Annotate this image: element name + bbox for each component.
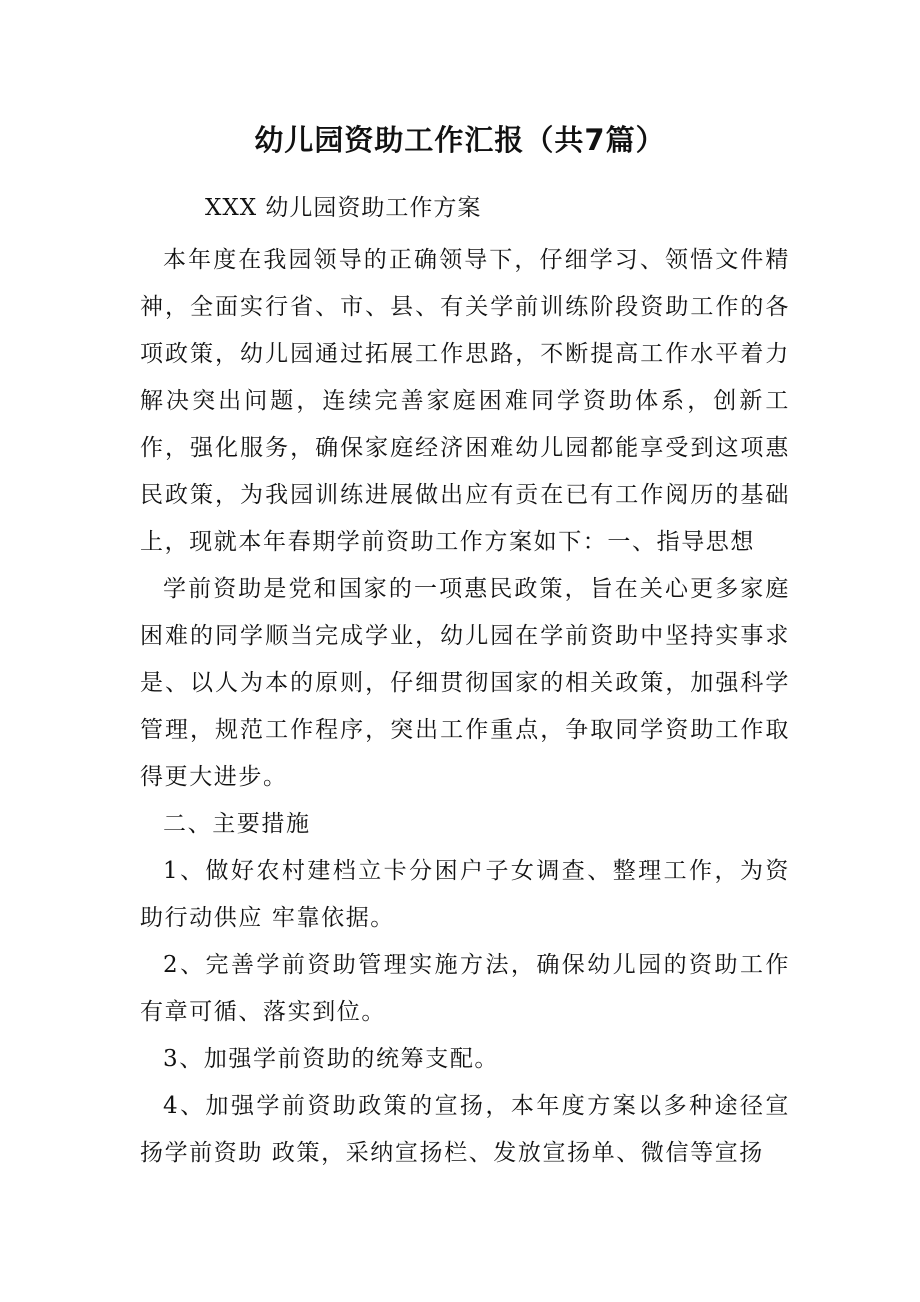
measure-item-4: 4、加强学前资助政策的宣扬，本年度方案以多种途径宣扬学前资助 政策，采纳宣扬栏、发放宣扬单、微信等宣扬: [140, 1093, 790, 1166]
document-body: [140, 237, 790, 1177]
paragraph-intro: 本年度在我园领导的正确领导下，仔细学习、领悟文件精神，全面实行省、市、县、有关学前训练阶段资助工作的各项政策，幼儿园通过拓展工作思路，不断提高工作水平着力解决突出问题，连续完善家庭困难同学资助体系，创新工作，强化服务，确保家庭经济困难幼儿园都能享受到这项惠民政策，为我园训练进展做出应有贡在已有工作阅历的基础上，现就本年春期学前资助工作方案如下：一、指导思想: [140, 247, 790, 555]
document-title: 幼儿园资助工作汇报（共7篇）: [254, 123, 666, 157]
measure-item-2: 2、完善学前资助管理实施方法，确保幼儿园的资助工作有章可循、落实到位。: [140, 952, 790, 1025]
measure-item-1: 1、做好农村建档立卡分困户子女调查、整理工作，为资助行动供应 牢靠依据。: [140, 858, 790, 931]
measure-item-3: 3、加强学前资助的统筹支配。: [163, 1046, 500, 1072]
section-heading-main-measures: 二、主要措施: [163, 811, 311, 837]
document-subtitle: XXX 幼儿园资助工作方案: [205, 195, 482, 221]
paragraph-guiding-thought: 学前资助是党和国家的一项惠民政策，旨在关心更多家庭困难的同学顺当完成学业，幼儿园在学前资助中坚持实事求是、以人为本的原则，仔细贯彻国家的相关政策，加强科学管理，规范工作程序，突出工作重点，争取同学资助工作取得更大进步。: [140, 576, 790, 790]
